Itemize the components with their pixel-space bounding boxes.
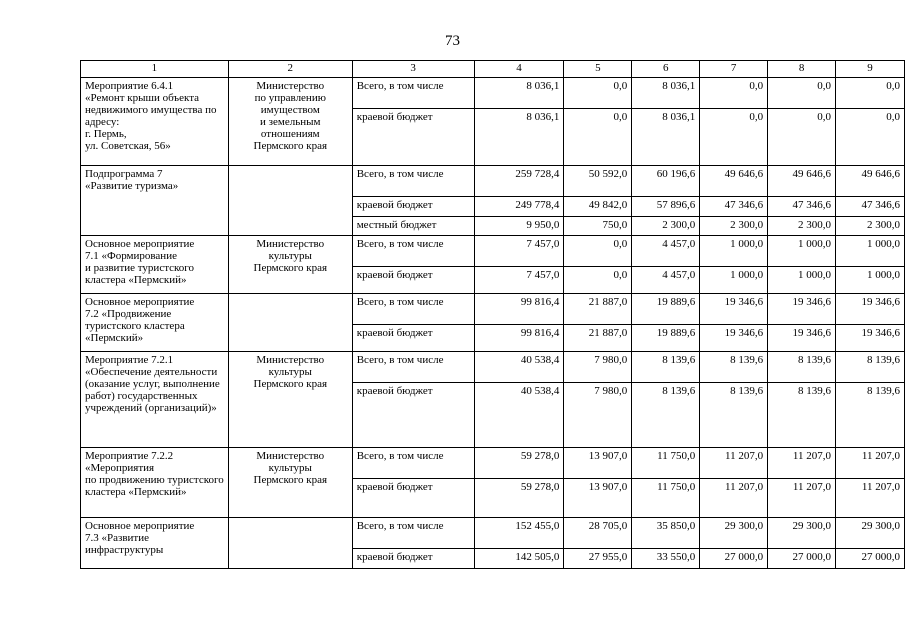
amount-cell: 7 980,0 [564, 383, 632, 448]
amount-cell: 99 816,4 [474, 294, 564, 325]
amount-cell: 750,0 [564, 217, 632, 236]
amount-cell: 29 300,0 [700, 518, 768, 549]
amount-cell: 35 850,0 [632, 518, 700, 549]
program-name-cell: Основное мероприятие 7.1 «Формирование и развитие туристского кластера «Пермский» [81, 236, 229, 294]
amount-cell: 1 000,0 [768, 236, 836, 267]
amount-cell: 49 646,6 [768, 166, 836, 197]
amount-cell: 8 036,1 [474, 78, 564, 109]
amount-cell: 0,0 [564, 236, 632, 267]
funding-source-cell: Всего, в том числе [352, 352, 474, 383]
funding-source-cell: Всего, в том числе [352, 518, 474, 549]
amount-cell: 19 346,6 [768, 294, 836, 325]
amount-cell: 1 000,0 [768, 267, 836, 294]
amount-cell: 27 955,0 [564, 549, 632, 569]
amount-cell: 0,0 [700, 109, 768, 166]
amount-cell: 59 278,0 [474, 448, 564, 479]
funding-source-cell: краевой бюджет [352, 109, 474, 166]
amount-cell: 33 550,0 [632, 549, 700, 569]
amount-cell: 21 887,0 [564, 294, 632, 325]
amount-cell: 0,0 [768, 78, 836, 109]
amount-cell: 1 000,0 [700, 236, 768, 267]
amount-cell: 57 896,6 [632, 197, 700, 217]
executor-cell: Министерство по управлению имуществом и земельным отношениям Пермского края [228, 78, 352, 166]
amount-cell: 0,0 [836, 78, 905, 109]
amount-cell: 8 139,6 [700, 352, 768, 383]
amount-cell: 7 980,0 [564, 352, 632, 383]
column-number: 8 [768, 61, 836, 78]
amount-cell: 0,0 [836, 109, 905, 166]
amount-cell: 8 139,6 [836, 352, 905, 383]
amount-cell: 8 036,1 [474, 109, 564, 166]
funding-source-cell: краевой бюджет [352, 479, 474, 518]
amount-cell: 47 346,6 [700, 197, 768, 217]
amount-cell: 49 646,6 [836, 166, 905, 197]
table-row [81, 166, 905, 197]
amount-cell: 28 705,0 [564, 518, 632, 549]
amount-cell: 8 139,6 [768, 352, 836, 383]
funding-source-cell: Всего, в том числе [352, 78, 474, 109]
amount-cell: 40 538,4 [474, 383, 564, 448]
column-number: 6 [632, 61, 700, 78]
executor-cell: Министерство культуры Пермского края [228, 352, 352, 448]
amount-cell: 49 646,6 [700, 166, 768, 197]
amount-cell: 49 842,0 [564, 197, 632, 217]
amount-cell: 9 950,0 [474, 217, 564, 236]
program-name-cell: Подпрограмма 7 «Развитие туризма» [81, 166, 229, 236]
table-row [81, 236, 905, 267]
amount-cell: 13 907,0 [564, 479, 632, 518]
amount-cell: 7 457,0 [474, 236, 564, 267]
amount-cell: 0,0 [564, 78, 632, 109]
executor-cell [228, 294, 352, 352]
amount-cell: 19 889,6 [632, 294, 700, 325]
amount-cell: 2 300,0 [768, 217, 836, 236]
table-row [81, 78, 905, 109]
amount-cell: 19 889,6 [632, 325, 700, 352]
executor-cell [228, 518, 352, 569]
amount-cell: 4 457,0 [632, 267, 700, 294]
amount-cell: 60 196,6 [632, 166, 700, 197]
funding-source-cell: Всего, в том числе [352, 236, 474, 267]
funding-source-cell: местный бюджет [352, 217, 474, 236]
column-number: 1 [81, 61, 229, 78]
amount-cell: 21 887,0 [564, 325, 632, 352]
amount-cell: 152 455,0 [474, 518, 564, 549]
amount-cell: 27 000,0 [836, 549, 905, 569]
amount-cell: 29 300,0 [768, 518, 836, 549]
executor-cell: Министерство культуры Пермского края [228, 236, 352, 294]
amount-cell: 11 207,0 [768, 448, 836, 479]
amount-cell: 8 139,6 [632, 352, 700, 383]
program-name-cell: Мероприятие 6.4.1 «Ремонт крыши объекта недвижимого имущества по адресу: г. Пермь, ул. Советская, 56» [81, 78, 229, 166]
amount-cell: 19 346,6 [836, 325, 905, 352]
amount-cell: 0,0 [700, 78, 768, 109]
funding-source-cell: Всего, в том числе [352, 294, 474, 325]
amount-cell: 99 816,4 [474, 325, 564, 352]
amount-cell: 40 538,4 [474, 352, 564, 383]
amount-cell: 19 346,6 [700, 325, 768, 352]
amount-cell: 19 346,6 [700, 294, 768, 325]
funding-source-cell: краевой бюджет [352, 383, 474, 448]
amount-cell: 2 300,0 [836, 217, 905, 236]
amount-cell: 47 346,6 [836, 197, 905, 217]
table-row [81, 518, 905, 549]
column-number: 4 [474, 61, 564, 78]
budget-table [80, 60, 905, 569]
amount-cell: 1 000,0 [836, 267, 905, 294]
amount-cell: 7 457,0 [474, 267, 564, 294]
funding-source-cell: краевой бюджет [352, 267, 474, 294]
column-number-row [81, 61, 905, 78]
amount-cell: 259 728,4 [474, 166, 564, 197]
amount-cell: 8 139,6 [632, 383, 700, 448]
amount-cell: 0,0 [564, 109, 632, 166]
amount-cell: 19 346,6 [836, 294, 905, 325]
amount-cell: 8 139,6 [700, 383, 768, 448]
amount-cell: 142 505,0 [474, 549, 564, 569]
amount-cell: 4 457,0 [632, 236, 700, 267]
amount-cell: 8 139,6 [836, 383, 905, 448]
amount-cell: 1 000,0 [700, 267, 768, 294]
column-number: 9 [836, 61, 905, 78]
amount-cell: 27 000,0 [768, 549, 836, 569]
amount-cell: 50 592,0 [564, 166, 632, 197]
amount-cell: 0,0 [768, 109, 836, 166]
amount-cell: 13 907,0 [564, 448, 632, 479]
executor-cell [228, 166, 352, 236]
amount-cell: 249 778,4 [474, 197, 564, 217]
amount-cell: 11 207,0 [768, 479, 836, 518]
column-number: 5 [564, 61, 632, 78]
program-name-cell: Мероприятие 7.2.1 «Обеспечение деятельности (оказание услуг, выполнение работ) государственных учреждений (организаций)» [81, 352, 229, 448]
amount-cell: 11 750,0 [632, 479, 700, 518]
program-name-cell: Основное мероприятие 7.3 «Развитие инфраструктуры [81, 518, 229, 569]
amount-cell: 11 207,0 [836, 448, 905, 479]
amount-cell: 29 300,0 [836, 518, 905, 549]
table-row [81, 448, 905, 479]
funding-source-cell: краевой бюджет [352, 549, 474, 569]
amount-cell: 8 139,6 [768, 383, 836, 448]
funding-source-cell: краевой бюджет [352, 197, 474, 217]
amount-cell: 47 346,6 [768, 197, 836, 217]
table-row [81, 294, 905, 325]
program-name-cell: Основное мероприятие 7.2 «Продвижение туристского кластера «Пермский» [81, 294, 229, 352]
column-number: 3 [352, 61, 474, 78]
column-number: 2 [228, 61, 352, 78]
program-name-cell: Мероприятие 7.2.2 «Мероприятия по продвижению туристского кластера «Пермский» [81, 448, 229, 518]
column-number: 7 [700, 61, 768, 78]
amount-cell: 11 207,0 [700, 479, 768, 518]
amount-cell: 11 207,0 [836, 479, 905, 518]
amount-cell: 2 300,0 [700, 217, 768, 236]
amount-cell: 59 278,0 [474, 479, 564, 518]
table-row [81, 352, 905, 383]
amount-cell: 1 000,0 [836, 236, 905, 267]
amount-cell: 8 036,1 [632, 78, 700, 109]
amount-cell: 27 000,0 [700, 549, 768, 569]
amount-cell: 2 300,0 [632, 217, 700, 236]
amount-cell: 11 207,0 [700, 448, 768, 479]
amount-cell: 11 750,0 [632, 448, 700, 479]
table-body [81, 61, 905, 569]
amount-cell: 8 036,1 [632, 109, 700, 166]
funding-source-cell: Всего, в том числе [352, 448, 474, 479]
executor-cell: Министерство культуры Пермского края [228, 448, 352, 518]
funding-source-cell: краевой бюджет [352, 325, 474, 352]
amount-cell: 19 346,6 [768, 325, 836, 352]
page-number: 73 [445, 33, 460, 49]
funding-source-cell: Всего, в том числе [352, 166, 474, 197]
amount-cell: 0,0 [564, 267, 632, 294]
